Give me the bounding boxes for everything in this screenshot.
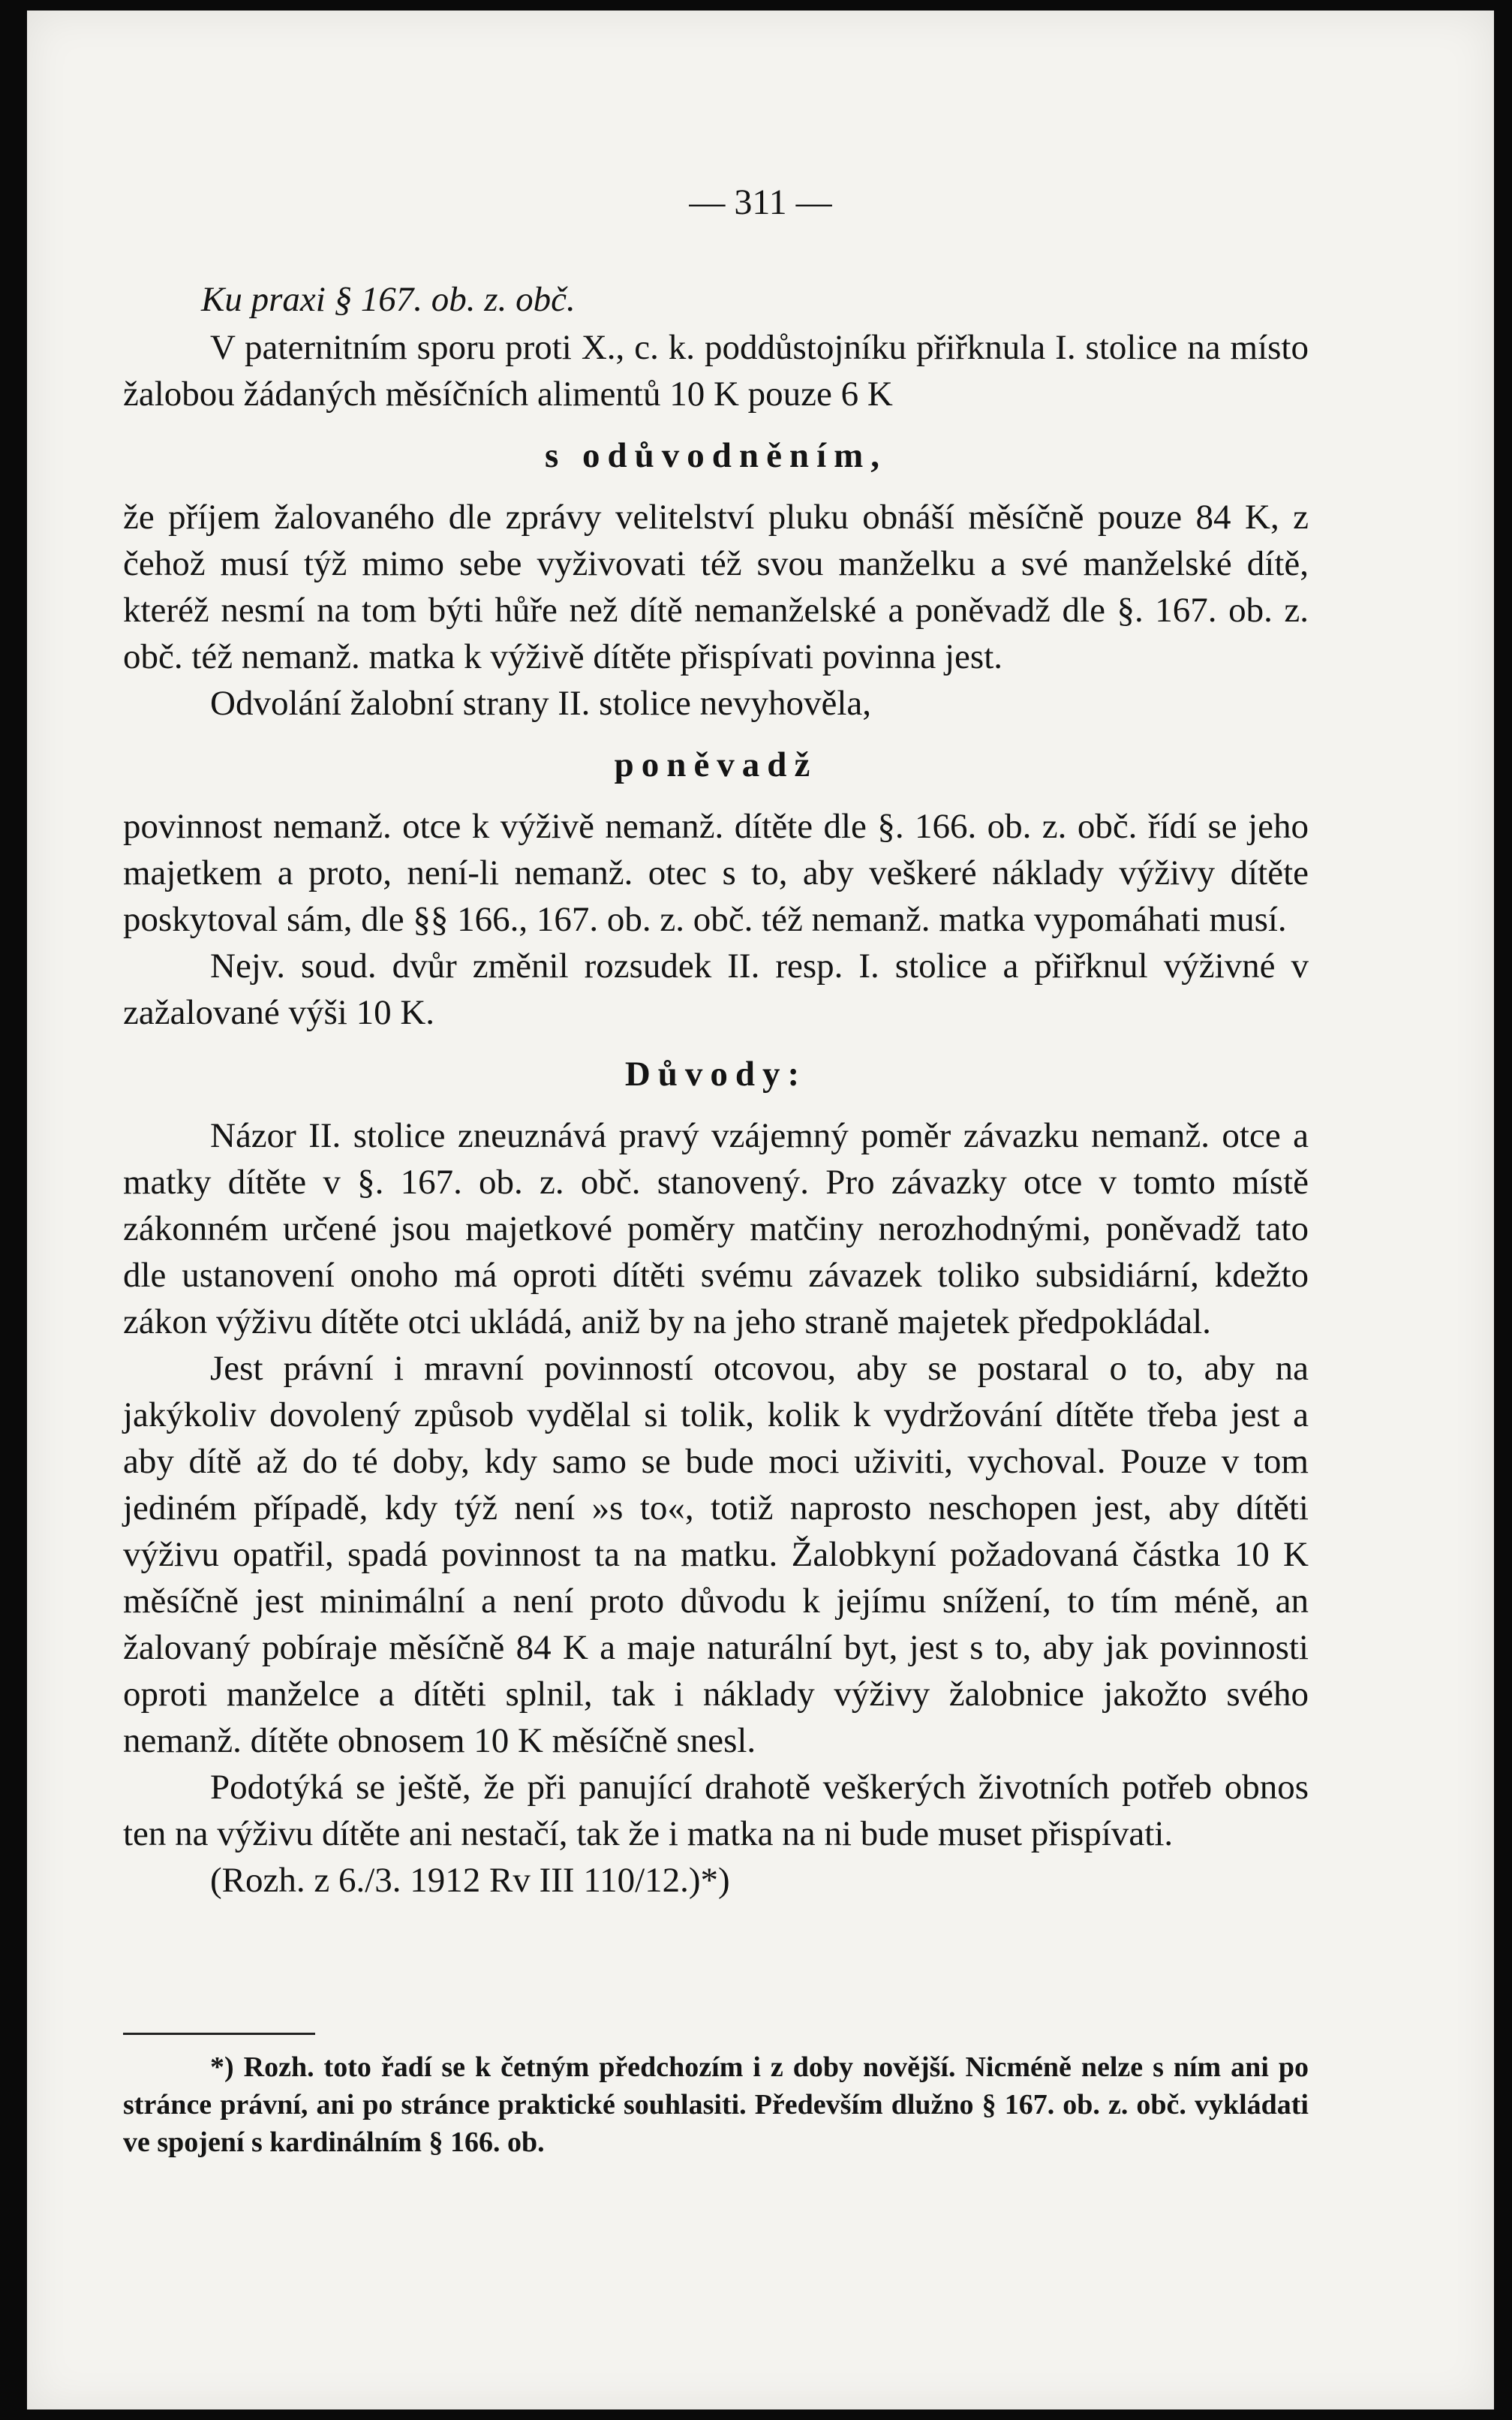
paragraph: Odvolání žalobní strany II. stolice nevyhověla, bbox=[210, 684, 871, 723]
article-body bbox=[123, 324, 1309, 1904]
paragraph: že příjem žalovaného dle zprávy velitelství pluku obnáší měsíčně pouze 84 K, z čehož musí týž mimo sebe vyživovati též svou manželku a své manželské dítě, kteréž nesmí na tom býti hůře než dítě nemanželské a poněvadž dle §. 167. ob. z. obč. též nemanž. matka k výživě dítěte přispívati povinna jest. bbox=[123, 498, 1309, 676]
citation: (Rozh. z 6./3. 1912 Rv III 110/12.)*) bbox=[210, 1861, 730, 1900]
section-heading: Důvody: bbox=[624, 1055, 807, 1094]
page-number: — 311 — bbox=[689, 182, 832, 222]
footnote bbox=[123, 2048, 1309, 2161]
paragraph: V paternitním sporu proti X., c. k. poddůstojníku přiřknula I. stolice na místo žalobou žádaných měsíčních alimentů 10 K pouze 6 K bbox=[123, 328, 1309, 414]
footnote-divider bbox=[123, 2033, 315, 2035]
book-page bbox=[27, 11, 1494, 2409]
footnote-text: *) Rozh. toto řadí se k četným předchozím i z doby novější. Nicméně nelze s ním ani po stránce právní, ani po stránce praktické souhlasiti. Především dlužno § 167. ob. z. obč. vykládati ve spojení s kardinálním § 166. ob. bbox=[123, 2051, 1309, 2158]
paragraph: Názor II. stolice zneuznává pravý vzájemný poměr závazku nemanž. otce a matky dítěte v §. 167. ob. z. obč. stanovený. Pro závazky otce v tomto místě zákonném určené jsou majetkové poměry matčiny nerozhodnými, poněvadž tato dle ustanovení onoho má oproti dítěti svému závazek toliko subsidiární, kdežto zákon výživu dítěte otci ukládá, aniž by na jeho straně majetek předpokládal. bbox=[123, 1116, 1309, 1341]
section-heading: poněvadž bbox=[614, 745, 818, 784]
article-title: Ku praxi § 167. ob. z. obč. bbox=[201, 280, 576, 319]
paragraph: Podotýká se ještě, že při panující drahotě veškerých životních potřeb obnos ten na výživu dítěte ani nestačí, tak že i matka na ni bude muset přispívati. bbox=[123, 1768, 1309, 1853]
paragraph: Jest právní i mravní povinností otcovou, aby se postaral o to, aby na jakýkoliv dovolený způsob vydělal si tolik, kolik k vydržování dítěte třeba jest a aby dítě až do té doby, kdy samo se bude moci uživiti, vychoval. Pouze v tom jediném případě, kdy týž není »s to«, totiž naprosto neschopen jest, aby dítěti výživu opatřil, spadá povinnost ta na matku. Žalobkyní požadovaná částka 10 K měsíčně jest minimální a není proto důvodu k jejímu snížení, to tím méně, an žalovaný pobíraje měsíčně 84 K a maje naturální byt, jest s to, aby jak povinnosti oproti manželce a dítěti splnil, tak i náklady výživy žalobnice jakožto svého nemanž. dítěte obnosem 10 K měsíčně snesl. bbox=[123, 1349, 1309, 1760]
paragraph: Nejv. soud. dvůr změnil rozsudek II. resp. I. stolice a přiřknul výživné v zažalované výši 10 K. bbox=[123, 947, 1309, 1032]
paragraph: povinnost nemanž. otce k výživě nemanž. dítěte dle §. 166. ob. z. obč. řídí se jeho majetkem a proto, není-li nemanž. otec s to, aby veškeré náklady výživy dítěte poskytoval sám, dle §§ 166., 167. ob. z. obč. též nemanž. matka vypomáhati musí. bbox=[123, 807, 1309, 939]
section-heading: s odůvodněním, bbox=[544, 436, 888, 475]
